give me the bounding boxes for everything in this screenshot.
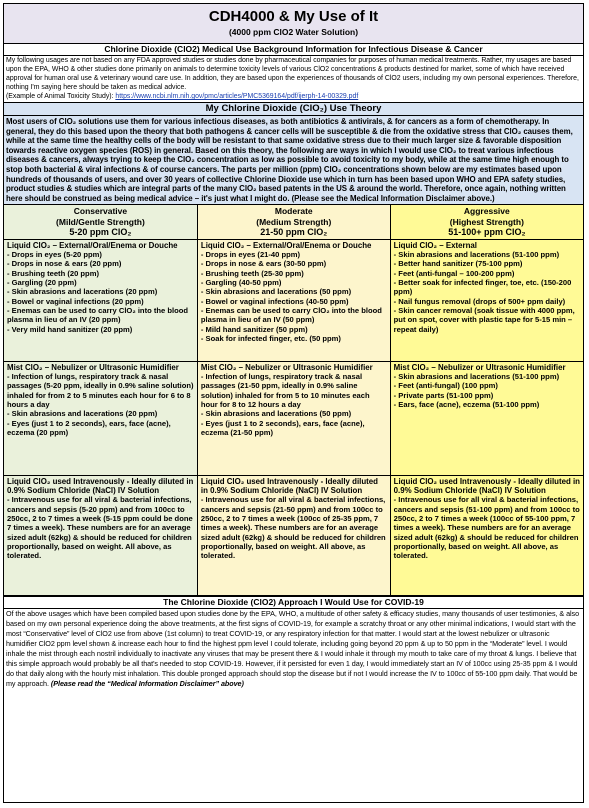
list-item: - Infection of lungs, respiratory track & nasal passages (21-50 ppm, ideally in 0.9% saline solution) inhaled for from 5 to 10 minutes each hour for 8 to 12 hours a day [200, 372, 370, 410]
example-label: (Example of Animal Toxicity Study): [6, 93, 114, 100]
list-item: - Infection of lungs, respiratory track & nasal passages (5-20 ppm, ideally in 0.9% saline solution) inhaled for from 2 to 5 minutes each hour for 6 to 8 hours a day [7, 372, 194, 410]
list-item: - Skin abrasions and lacerations (20 ppm) [7, 287, 158, 297]
column-range: 51-100+ ppm ClO₂ [448, 227, 526, 238]
cell-title: Mist ClO₂ – Nebulizer or Ultrasonic Humidifier [393, 362, 566, 372]
background-heading: Chlorine Dioxide (ClO2) Medical Use Background Information for Infectious Disease & Cancer [4, 44, 583, 56]
cell-title: Liquid ClO₂ – External [393, 240, 477, 250]
cell-title: Liquid ClO₂ – External/Oral/Enema or Douche [7, 240, 178, 250]
list-item: - Private parts (51-100 ppm) [393, 390, 494, 400]
column-head-aggressive [390, 205, 583, 239]
column-head-moderate [197, 205, 390, 239]
table-cell [390, 475, 583, 595]
document-page [3, 3, 584, 803]
list-item: - Nail fungus removal (drops of 500+ ppm daily) [393, 296, 566, 306]
strength-table [4, 205, 583, 596]
table-row-liquid [4, 239, 583, 361]
list-item: - Eyes (just 1 to 2 seconds), ears, face (acne), eczema (21-50 ppm) [200, 418, 365, 437]
list-item: - Brushing teeth (20 ppm) [7, 268, 99, 278]
table-row-intravenous [4, 475, 583, 595]
table-cell [390, 361, 583, 475]
example-study-link[interactable]: https://www.ncbi.nlm.nih.gov/pmc/articles/PMC5369164/pdf/ijerph-14-00329.pdf [115, 93, 359, 100]
list-item: - Skin abrasions and lacerations (20 ppm) [7, 409, 158, 419]
list-item: - Brushing teeth (25-30 ppm) [200, 268, 304, 278]
cell-title: Liquid ClO₂ used Intravenously - Ideally diluted in 0.9% Sodium Chloride (NaCl) IV Solution [200, 476, 378, 496]
list-item: - Intravenous use for all viral & bacterial infections, cancers and sepsis (5-20 ppm) and from 100cc to 250cc, 2 to 7 times a week (5-15 ppm could be done 7 times a week). These numbers are for an average sized adult (62kg) & should be reduced for children proportionally, based on weight. All above, as tolerated. [7, 495, 193, 561]
list-item: - Skin cancer removal (soak tissue with 4000 ppm, put on spot, cover with plastic tape for 5-15 min – repeat daily) [393, 305, 575, 334]
table-cell [197, 475, 390, 595]
table-cell [197, 239, 390, 361]
list-item: - Bowel or vaginal infections (40-50 ppm) [200, 296, 349, 306]
cell-title: Mist ClO₂ – Nebulizer or Ultrasonic Humidifier [7, 362, 179, 372]
list-item: - Drops in eyes (5-20 ppm) [7, 250, 102, 260]
list-item: - Feet (anti-fungal) (100 ppm) [393, 381, 498, 391]
cell-title: Liquid ClO₂ – External/Oral/Enema or Douche [200, 240, 372, 250]
list-item: - Skin abrasions and lacerations (50 ppm) [200, 287, 352, 297]
list-item: - Drops in nose & ears (20 ppm) [7, 259, 122, 269]
list-item: - Gargling (40-50 ppm) [200, 278, 282, 288]
list-item: - Better soak for infected finger, toe, etc. (150-200 ppm) [393, 278, 572, 297]
column-strength: (Highest Strength) [449, 216, 524, 227]
list-item: - Ears, face (acne), eczema (51-100 ppm) [393, 400, 540, 410]
page-subtitle: (4000 ppm ClO2 Water Solution) [228, 27, 359, 37]
covid-closing: (Please read the “Medical Information Disclaimer” above) [50, 678, 244, 688]
covid-heading: The Chlorine Dioxide (ClO2) Approach I Would Use for COVID-19 [4, 596, 583, 609]
list-item: - Drops in eyes (21-40 ppm) [200, 250, 301, 260]
list-item: - Eyes (just 1 to 2 seconds), ears, face (acne), eczema (20 ppm) [7, 418, 171, 437]
column-strength: (Medium Strength) [256, 216, 332, 227]
list-item: - Drops in nose & ears (30-50 ppm) [200, 259, 327, 269]
list-item: - Very mild hand sanitizer (20 ppm) [7, 324, 133, 334]
table-row-mist [4, 361, 583, 475]
background-text: My following usages are not based on any FDA approved studies or studies done by pharmaceutical companies for purposes of human medical treatments. Rather, my usages are based upon the EPA, WHO & other studies done primarily on animals to determine toxicity levels of various ClO2 concentrations & products destined for market, some of which have received approval for human oral use & veterinary wound care use. In addition, they are based upon the experiences of thousands of ClO2 users, including my own personal experiences. Therefore, nothing I'm saying here should be taken as medical advice. [6, 57, 579, 91]
list-item: - Feet (anti-fungal – 100-200 ppm) [393, 268, 515, 278]
covid-text: Of the above usages which have been compiled based upon studies done by the EPA, WHO, a multitude of other safety & efficacy studies, many thousands of user testimonies, & also based on my own personal experience doing the above treatments, at the first signs of COVID-19, for example a scratchy throat or any other minimal indications, I would start with the most “Conservative” level of ClO2 use from above (1st column) to treat COVID-19, or any respiratory infection for that matter. I would start at the lowest nebulizer or ultrasonic humidifier ClO2 ppm level shown & increase each hour to find the highest ppm level I could tolerate, including going beyond 20 ppm & up to 50 ppm in the “Moderate” level. I would inhale the mist through each nostril individually to inactivate any viruses that may be present there & I would inhale it through my mouth to take care of my throat & lungs. I believe that this simple approach would probably be all that's needed to stop COVID-19. However, if it persisted for even 1 day, I would immediately start an IV of 100cc using 25-35 ppm & I would do that daily along with the hourly mist inhalation. This double pronged approach should stop the disease but if not I would increase the IV to 100cc of 55-100 ppm daily. That would be my approach. [6, 608, 580, 688]
list-item: - Mild hand sanitizer (50 ppm) [200, 324, 308, 334]
table-cell [390, 239, 583, 361]
list-item: - Soak for infected finger, etc. (50 ppm) [200, 333, 341, 343]
list-item: - Skin abrasions and lacerations (51-100 ppm) [393, 372, 560, 382]
cell-title: Liquid ClO₂ used Intravenously - Ideally diluted in 0.9% Sodium Chloride (NaCl) IV Solution [7, 476, 194, 496]
theory-text: Most users of ClO₂ solutions use them for various infectious diseases, as both antibiotics & antivirals, & for cancers as a form of chemotherapy. In general, they do this based upon the theory that both pathogens & cancer cells will be susceptible & die from the oxidative stress that ClO₂ causes them, while at the same time the healthy cells of the body will be resistant to that same oxidative stress due to their much larger size & favorable disposition towards reactive oxygen species (ROS) in general. Based on this theory, the following are ways in which I would use ClO₂ to treat various infectious diseases & cancers, always trying to keep the ClO₂ concentration as low as possible to avoid toxicity to my body, while at the same time high enough to stop both bacterial & viral infections & of course cancers. The parts per million (ppm) ClO₂ concentrations shown below are my estimates based upon hundreds of thousands of users, and over 30 years of collective Chlorine Dioxide use which in turn has been based upon WHO and EPA safety studies, product studies & studies which are integral parts of the many ClO₂ based patents in the US & around the world. Therefore, once again, nothing written here should be construed as being medical advice – it's just what I might do. (Please see the Medical Information Disclaimer above.) [4, 116, 583, 205]
theory-heading: My Chlorine Dioxide (ClO₂) Use Theory [4, 103, 583, 116]
table-cell [4, 475, 197, 595]
list-item: - Enemas can be used to carry ClO₂ into the blood plasma in lieu of an IV (20 ppm) [7, 305, 189, 325]
cell-title: Mist ClO₂ – Nebulizer or Ultrasonic Humidifier [200, 362, 373, 372]
column-range: 5-20 ppm ClO₂ [69, 227, 132, 238]
list-item: - Intravenous use for all viral & bacterial infections, cancers and sepsis (51-100 ppm) and from 100cc to 250cc, 2 to 7 times a week (100cc of 55-100 ppm, 7 times a week). These numbers are for an average sized adult (62kg) & should be reduced for children proportionally, based on weight. All above, as tolerated. [393, 495, 580, 561]
table-header-row [4, 205, 583, 239]
table-cell [4, 239, 197, 361]
page-title: CDH4000 & My Use of It [208, 8, 379, 25]
list-item: - Skin abrasions and lacerations (50 ppm) [200, 409, 352, 419]
table-cell [4, 361, 197, 475]
covid-section [4, 609, 583, 689]
list-item: - Gargling (20 ppm) [7, 278, 77, 288]
column-name: Moderate [274, 206, 313, 217]
column-range: 21-50 ppm ClO₂ [260, 227, 328, 238]
background-section [4, 56, 583, 103]
list-item: - Skin abrasions and lacerations (51-100 ppm) [393, 250, 560, 260]
cell-title: Liquid ClO₂ used Intravenously - Ideally diluted in 0.9% Sodium Chloride (NaCl) IV Solution [393, 476, 580, 496]
column-name: Aggressive [463, 206, 510, 217]
list-item: - Bowel or vaginal infections (20 ppm) [7, 296, 144, 306]
list-item: - Intravenous use for all viral & bacterial infections, cancers and sepsis (21-50 ppm) and from 100cc to 250cc, 2 to 7 times a week (100cc of 25-35 ppm, 7 times a week). These numbers are for an average sized adult (62kg) & should be reduced for children proportionally, based on weight. All above, as tolerated. [200, 495, 386, 561]
title-box [4, 4, 583, 44]
list-item: - Enemas can be used to carry ClO₂ into the blood plasma in lieu of an IV (50 ppm) [200, 305, 382, 325]
column-name: Conservative [73, 206, 128, 217]
column-strength: (Mild/Gentle Strength) [56, 216, 145, 227]
list-item: - Better hand sanitizer (75-100 ppm) [393, 259, 523, 269]
table-cell [197, 361, 390, 475]
column-head-conservative [4, 205, 197, 239]
